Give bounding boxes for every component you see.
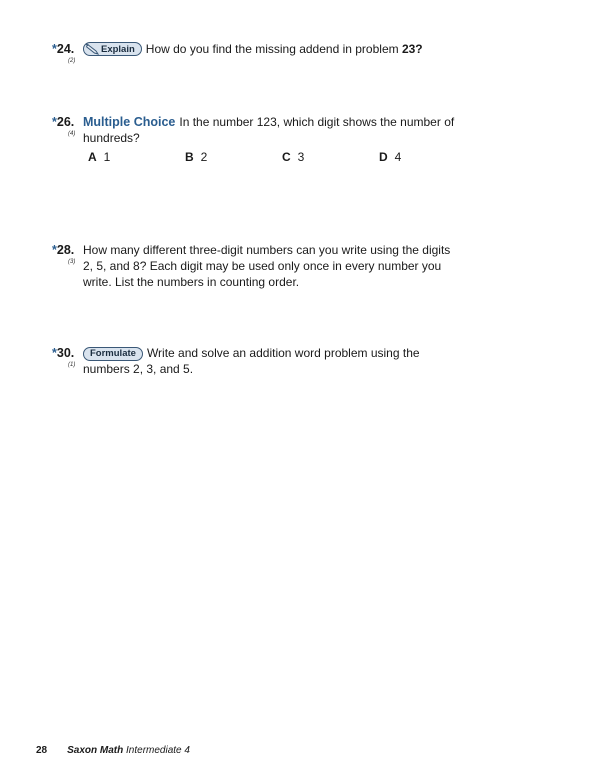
book-series: Saxon Math	[67, 745, 124, 756]
lesson-reference: (2)	[68, 58, 76, 64]
problem-text: In the number 123, which digit shows the number of	[179, 115, 455, 129]
problem-26	[52, 114, 482, 165]
problem-number: *28.	[52, 243, 75, 257]
choice-c: C 3	[282, 150, 305, 164]
problem-30	[52, 345, 482, 377]
problem-text: Write and solve an addition word problem using the	[146, 346, 420, 360]
lesson-reference: (4)	[68, 131, 76, 137]
page-footer	[36, 745, 190, 756]
multiple-choice-label: Multiple Choice	[83, 115, 176, 129]
pencil-icon	[86, 43, 100, 59]
problem-reference: 23?	[401, 42, 423, 56]
answer-choices	[88, 149, 482, 165]
explain-badge: Explain	[83, 42, 142, 56]
lesson-reference: (3)	[68, 259, 76, 265]
problem-text: write. List the numbers in counting order.	[83, 275, 300, 289]
problem-number: *24.	[52, 42, 75, 56]
choice-d: D 4	[379, 150, 402, 164]
problem-number: *26.	[52, 115, 75, 129]
problem-24	[52, 41, 482, 64]
problem-text: numbers 2, 3, and 5.	[83, 362, 194, 376]
problem-text: How do you find the missing addend in problem	[145, 42, 402, 56]
choice-b: B 2	[185, 150, 208, 164]
lesson-reference: (1)	[68, 362, 76, 368]
formulate-badge: Formulate	[83, 347, 143, 361]
problem-text: hundreds?	[83, 131, 140, 145]
book-title: Intermediate 4	[126, 745, 190, 756]
problem-text: How many different three-digit numbers can you write using the digits	[83, 243, 451, 257]
problem-number: *30.	[52, 346, 75, 360]
choice-a: A 1	[88, 150, 111, 164]
problem-text: 2, 5, and 8? Each digit may be used only once in every number you	[83, 259, 442, 273]
page-number: 28	[36, 745, 48, 756]
problem-28	[52, 242, 482, 290]
